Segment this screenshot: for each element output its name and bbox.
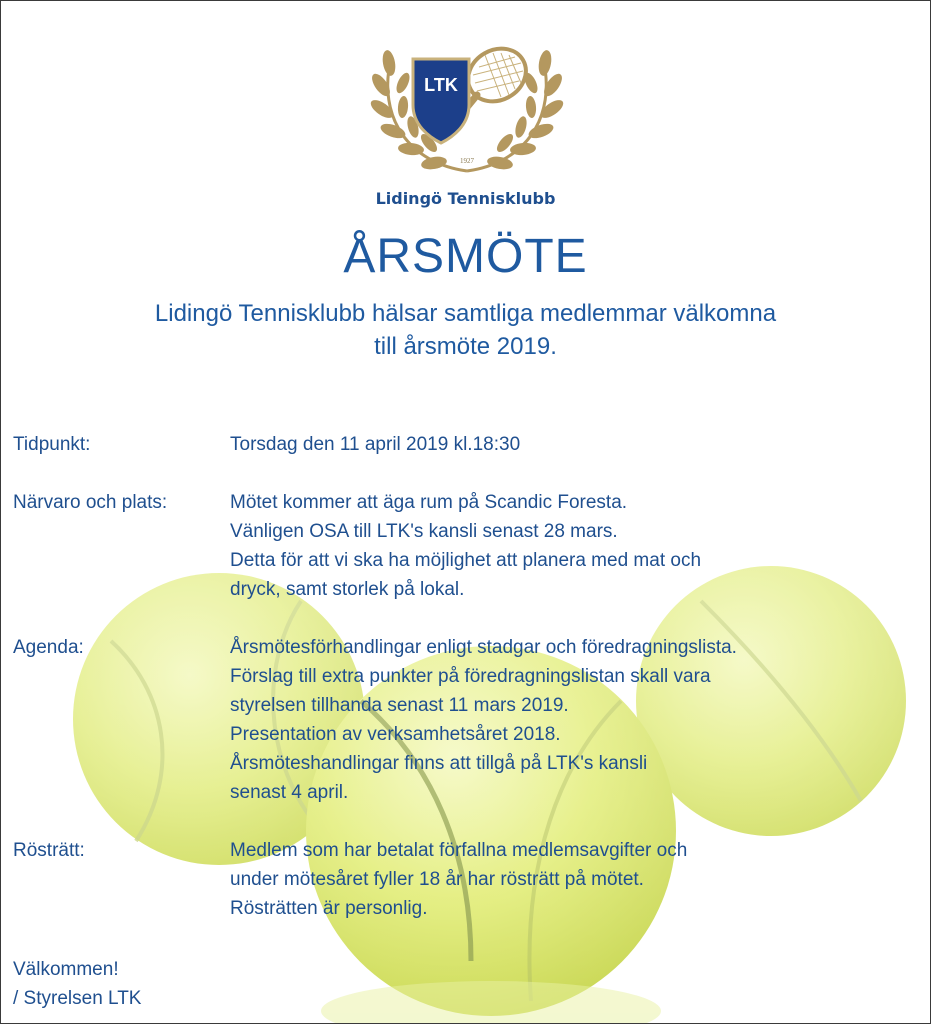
ltk-logo	[369, 23, 565, 185]
section-line: Mötet kommer att äga rum på Scandic Foresta.	[230, 492, 628, 513]
shield-icon	[413, 59, 469, 143]
section-line: Vänligen OSA till LTK's kansli senast 28 mars.	[230, 521, 618, 542]
laurel-right-icon	[467, 49, 565, 171]
section-line: styrelsen tillhanda senast 11 mars 2019.	[230, 695, 569, 716]
section-line: dryck, samt storlek på lokal.	[230, 579, 465, 600]
section-line: Torsdag den 11 april 2019 kl.18:30	[230, 434, 521, 455]
section-line: Presentation av verksamhetsåret 2018.	[230, 724, 561, 745]
welcome-text	[1, 297, 930, 363]
welcome-line-2: till årsmöte 2019.	[374, 333, 557, 360]
section-line: Rösträtten är personlig.	[230, 898, 428, 919]
section-label-tidpunkt: Tidpunkt:	[13, 434, 91, 455]
closing-signature: / Styrelsen LTK	[13, 988, 142, 1009]
section-body-agenda	[230, 633, 737, 807]
logo-text: LTK	[424, 75, 458, 95]
section-label-narvaro: Närvaro och plats:	[13, 492, 168, 513]
section-line: Årsmötesförhandlingar enligt stadgar och föredragningslista.	[230, 637, 737, 658]
section-line: Detta för att vi ska ha möjlighet att planera med mat och	[230, 550, 702, 571]
page-title: ÅRSMÖTE	[343, 230, 588, 283]
logo-year: 1927	[460, 157, 474, 165]
section-label-rostratt: Rösträtt:	[13, 840, 85, 861]
section-line: senast 4 april.	[230, 782, 349, 803]
welcome-line-1: Lidingö Tennisklubb hälsar samtliga medlemmar välkomna	[154, 300, 777, 327]
section-body-rostratt	[230, 836, 687, 923]
section-line: Förslag till extra punkter på föredragningslistan skall vara	[230, 666, 711, 687]
closing-greeting: Välkommen!	[13, 959, 119, 980]
club-name: Lidingö Tennisklubb	[375, 189, 556, 208]
section-line: Medlem som har betalat förfallna medlemsavgifter och	[230, 840, 688, 861]
section-label-agenda: Agenda:	[13, 637, 84, 658]
section-body-tidpunkt	[230, 430, 520, 459]
section-line: Årsmöteshandlingar finns att tillgå på LTK's kansli	[230, 753, 648, 774]
section-line: under mötesåret fyller 18 år har rösträtt på mötet.	[230, 869, 644, 890]
closing-text	[13, 955, 141, 1013]
section-body-narvaro	[230, 488, 701, 604]
